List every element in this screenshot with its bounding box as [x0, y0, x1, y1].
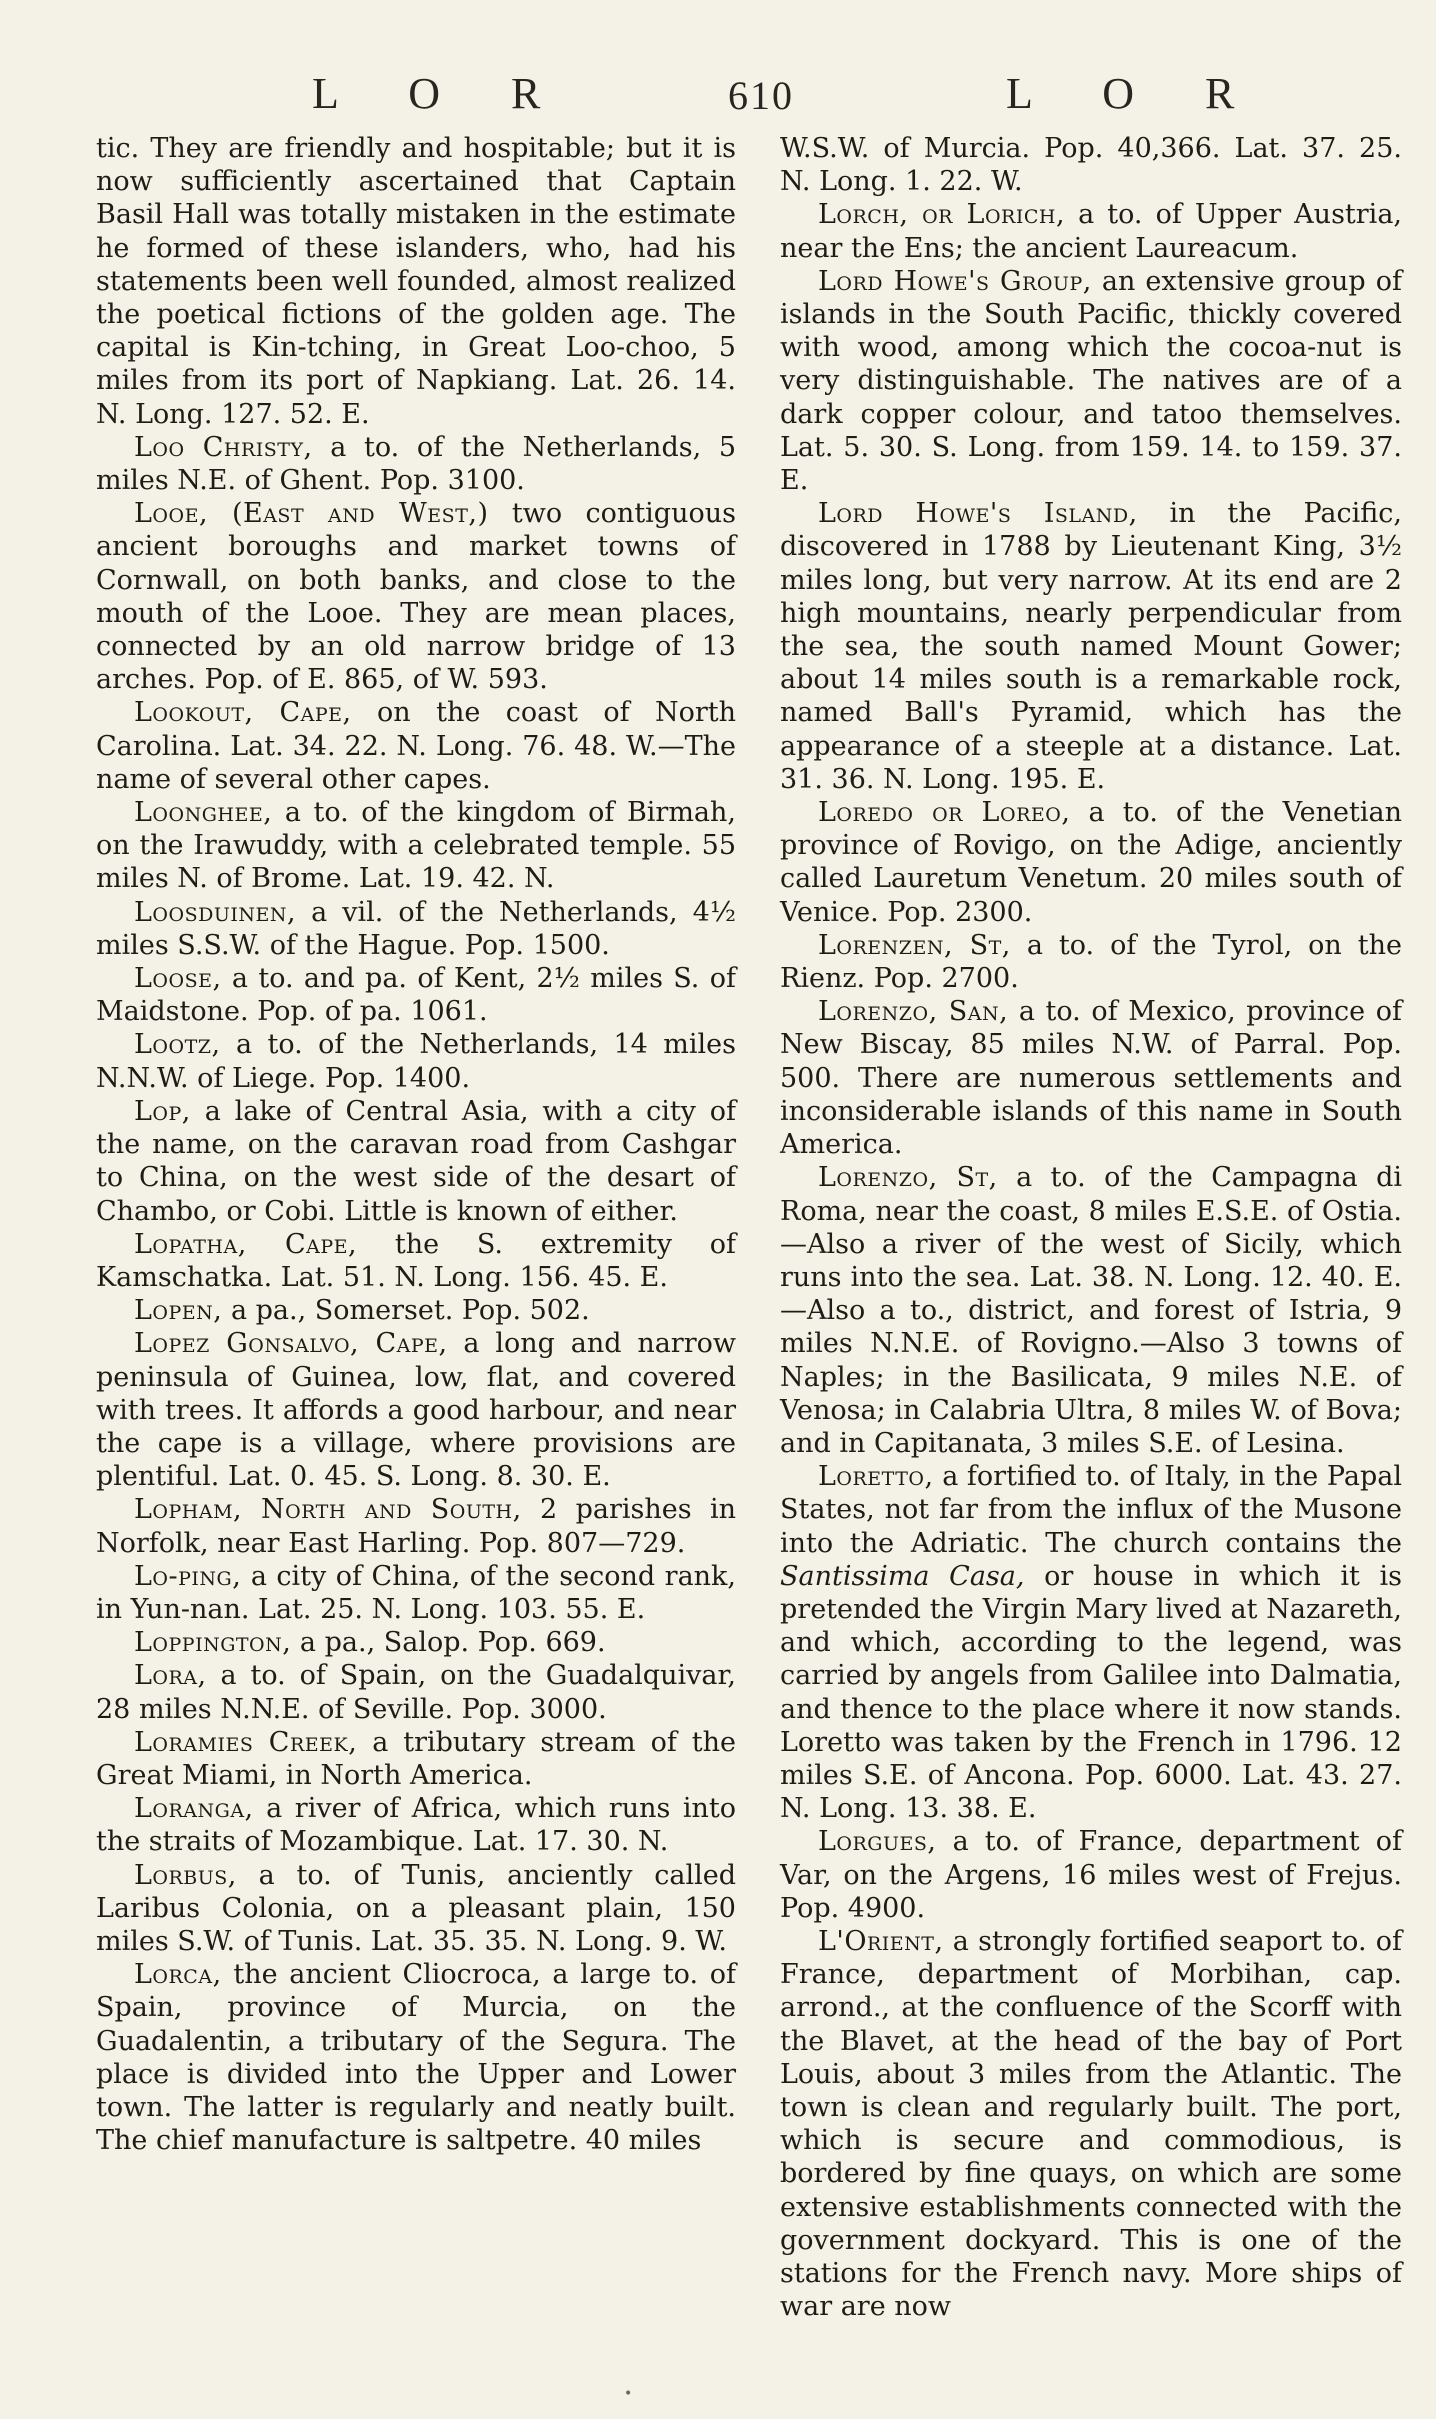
entry-text: a to. and pa. of Kent, 2½ miles S. of Maidstone. Pop. of pa. 1061. — [96, 963, 736, 1028]
gazetteer-entry — [780, 995, 1402, 1161]
gazetteer-entry — [780, 796, 1402, 929]
entry-text: 2 parishes in Norfolk, near East Harling. Pop. 807—729. — [96, 1494, 736, 1559]
entry-headword: Looe, (East and West,) — [134, 498, 489, 530]
entry-headword: Lorenzen, St, — [818, 929, 1011, 961]
gazetteer-entry — [780, 198, 1402, 264]
entry-headword: Lootz, — [134, 1029, 221, 1061]
entry-headword: Lorch, or Lorich, — [818, 199, 1066, 231]
gazetteer-entry — [96, 1626, 736, 1659]
entry-text: the S. extremity of Kamschatka. Lat. 51. N. Long. 156. 45. E. — [96, 1228, 736, 1293]
gazetteer-entry — [96, 1294, 736, 1327]
entry-headword: Lora, — [134, 1660, 207, 1692]
entry-headword: Lorenzo, San, — [818, 996, 1009, 1028]
entry-text: a to. of Mexico, province of New Biscay, 85 miles N.W. of Parral. Pop. 500. There are numerous settlements and inconsiderable islands of this name in South America. — [780, 996, 1402, 1161]
right-column — [780, 132, 1402, 2323]
entry-headword: Loretto, — [818, 1461, 934, 1493]
entry-headword: Lookout, Cape, — [134, 697, 352, 729]
entry-text: a long and narrow peninsula of Guinea, low, flat, and covered with trees. It affords a good harbour, and near the cape is a village, where provisions are plentiful. Lat. 0. 45. S. Long. 8. 30. E. — [96, 1328, 736, 1493]
gazetteer-entry — [96, 132, 736, 431]
entry-headword: Lorenzo, St, — [818, 1162, 998, 1194]
left-column — [96, 132, 736, 2157]
gazetteer-entry — [96, 696, 736, 796]
entry-text: a to. of the Netherlands, 14 miles N.N.W. of Liege. Pop. 1400. — [96, 1029, 736, 1094]
entry-text-continued: or house in which it is pretended the Virgin Mary lived at Nazareth, and which, according to the legend, was carried by angels from Galilee into Dalmatia, and thence to the place where it now stands. Loretto was taken by the French in 1796. 12 miles S.E. of Ancona. Pop. 6000. Lat. 43. 27. N. Long. 13. 38. E. — [780, 1560, 1402, 1825]
entry-headword: Loonghee, — [134, 797, 273, 829]
entry-headword: Loosduinen, — [134, 896, 297, 928]
entry-headword: Lorgues, — [818, 1826, 937, 1858]
entry-text: on the coast of North Carolina. Lat. 34. 22. N. Long. 76. 48. W.—The name of several other capes. — [96, 697, 736, 795]
gazetteer-entry — [780, 1825, 1402, 1925]
gazetteer-entry — [96, 1792, 736, 1858]
entry-text: a to. of France, department of Var, on the Argens, 16 miles west of Frejus. Pop. 4900. — [780, 1826, 1402, 1924]
entry-headword: Loose, — [134, 963, 222, 995]
entry-text: a tributary stream of the Great Miami, in North America. — [96, 1726, 736, 1791]
entry-text: a to. of the Tyrol, on the Rienz. Pop. 2700. — [780, 929, 1403, 995]
entry-text: tic. They are friendly and hospitable; but it is now sufficiently ascertained that Captain Basil Hall was totally mistaken in the estimate he formed of these islanders, who, had his statements been well founded, almost realized the poetical fictions of the golden age. The capital is Kin-tching, in Great Loo-choo, 5 miles from its port of Napkiang. Lat. 26. 14. N. Long. 127. 52. E. — [96, 133, 736, 430]
entry-text: a to. of the Campagna di Roma, near the coast, 8 miles E.S.E. of Ostia.—Also a river of the west of Sicily, which runs into the sea. Lat. 38. N. Long. 12. 40. E.—Also a to., district, and forest of Istria, 9 miles N.N.E. of Rovigno.—Also 3 towns of Naples; in the Basilicata, 9 miles N.E. of Venosa; in Calabria Ultra, 8 miles W. of Bova; and in Capitanata, 3 miles S.E. of Lesina. — [780, 1162, 1402, 1459]
gazetteer-entry — [780, 265, 1402, 497]
gazetteer-entry — [96, 796, 736, 896]
gazetteer-entry — [780, 1161, 1402, 1460]
gazetteer-entry — [780, 929, 1402, 995]
entry-text: a strongly fortified seaport to. of France, department of Morbihan, cap. arrond., at the confluence of the Scorff with the Blavet, at the head of the bay of Port Louis, about 3 miles from the Atlantic. The town is clean and regularly built. The port, which is secure and commodious, is bordered by fine quays, on which are some extensive establishments connected with the government dockyard. This is one of the stations for the French navy. More ships of war are now — [780, 1925, 1402, 2323]
running-header — [0, 68, 1436, 128]
gazetteer-entry — [96, 1859, 736, 1959]
header-right: L O R — [1006, 69, 1265, 118]
gazetteer-entry — [96, 1958, 736, 2157]
entry-headword: Lorca, — [134, 1959, 222, 1991]
entry-headword: Loramies Creek, — [134, 1726, 358, 1758]
gazetteer-entry — [96, 1095, 736, 1228]
entry-text: a to. of Upper Austria, near the Ens; the ancient Laureacum. — [780, 199, 1402, 264]
entry-text: a city of China, of the second rank, in Yun-nan. Lat. 25. N. Long. 103. 55. E. — [96, 1560, 736, 1625]
header-left: L O R — [312, 69, 571, 118]
entry-text: a pa., Somerset. Pop. 502. — [222, 1295, 590, 1327]
gazetteer-entry — [96, 497, 736, 696]
entry-headword: L'Orient, — [818, 1925, 944, 1957]
entry-headword: Lord Howe's Group, — [818, 265, 1092, 297]
entry-text: a to. of the Venetian province of Rovigo, on the Adige, anciently called Lauretum Venetum. 20 miles south of Venice. Pop. 2300. — [780, 797, 1402, 928]
entry-text: a to. of the Netherlands, 5 miles N.E. of Ghent. Pop. 3100. — [96, 431, 736, 497]
footer-mark: • — [624, 2386, 633, 2402]
entry-text: a vil. of the Netherlands, 4½ miles S.S.W. of the Hague. Pop. 1500. — [96, 896, 736, 961]
gazetteer-entry — [96, 1659, 736, 1725]
entry-headword: Lopham, North and South, — [134, 1494, 522, 1526]
gazetteer-entry — [780, 1925, 1402, 2323]
gazetteer-entry — [96, 962, 736, 1028]
entry-headword: Loo Christy, — [134, 431, 313, 463]
gazetteer-entry — [96, 1493, 736, 1559]
entry-headword: Loppington, — [134, 1627, 292, 1659]
entry-text: two contiguous ancient boroughs and market towns of Cornwall, on both banks, and close to the mouth of the Looe. They are mean places, connected by an old narrow bridge of 13 arches. Pop. of E. 865, of W. 593. — [96, 498, 736, 696]
entry-text: a to. of Spain, on the Guadalquivar, 28 miles N.N.E. of Seville. Pop. 3000. — [96, 1660, 736, 1725]
gazetteer-entry — [96, 1726, 736, 1792]
entry-text: a fortified to. of Italy, in the Papal States, not far from the influx of the Musone into the Adriatic. The church contains the — [780, 1461, 1402, 1559]
gazetteer-entry — [96, 896, 736, 962]
gazetteer-entry — [96, 1028, 736, 1094]
entry-headword: Lop, — [134, 1095, 191, 1127]
gazetteer-entry — [780, 497, 1402, 796]
page-number: 610 — [728, 73, 794, 118]
entry-headword: Loredo or Loreo, — [818, 797, 1071, 829]
entry-headword: Lopen, — [134, 1295, 223, 1327]
entry-headword: Lord Howe's Island, — [818, 498, 1138, 530]
gazetteer-entry — [96, 1327, 736, 1493]
gazetteer-entry — [780, 132, 1402, 198]
entry-headword: Lopatha, Cape, — [134, 1228, 358, 1260]
entry-text: a river of Africa, which runs into the straits of Mozambique. Lat. 17. 30. N. — [96, 1793, 736, 1858]
entry-italic-text: Santissima Casa, — [780, 1560, 1025, 1592]
entry-text: the ancient Cliocroca, a large to. of Spain, province of Murcia, on the Guadalentin, a tributary of the Segura. The place is divided into the Upper and Lower town. The latter is regularly and neatly built. The chief manufacture is saltpetre. 40 miles — [96, 1959, 736, 2157]
gazetteer-entry — [96, 1228, 736, 1294]
entry-text: a to. of Tunis, anciently called Laribus Colonia, on a pleasant plain, 150 miles S.W. of Tunis. Lat. 35. 35. N. Long. 9. W. — [96, 1859, 736, 1957]
entry-headword: Lorbus, — [134, 1859, 237, 1891]
entry-text: in the Pacific, discovered in 1788 by Lieutenant King, 3½ miles long, but very narrow. At its end are 2 high mountains, nearly perpendicular from the sea, the south named Mount Gower; about 14 miles south is a remarkable rock, named Ball's Pyramid, which has the appearance of a steeple at a distance. Lat. 31. 36. N. Long. 195. E. — [780, 498, 1402, 795]
entry-text: W.S.W. of Murcia. Pop. 40,366. Lat. 37. 25. N. Long. 1. 22. W. — [780, 133, 1402, 198]
entry-text: an extensive group of islands in the South Pacific, thickly covered with wood, among which the cocoa-nut is very distinguishable. The natives are of a dark copper colour, and tatoo themselves. Lat. 5. 30. S. Long. from 159. 14. to 159. 37. E. — [780, 265, 1402, 497]
entry-headword: Lo-ping, — [134, 1560, 242, 1592]
entry-text: a to. of the kingdom of Birmah, on the Irawuddy, with a celebrated temple. 55 miles N. of Brome. Lat. 19. 42. N. — [96, 797, 736, 895]
gazetteer-entry — [96, 1560, 736, 1626]
gazetteer-entry — [96, 431, 736, 497]
entry-text: a pa., Salop. Pop. 669. — [291, 1627, 606, 1659]
entry-headword: Lopez Gonsalvo, Cape, — [134, 1328, 448, 1360]
entry-text: a lake of Central Asia, with a city of the name, on the caravan road from Cashgar to China, on the west side of the desart of Chambo, or Cobi. Little is known of either. — [96, 1095, 736, 1227]
gazetteer-entry — [780, 1460, 1402, 1825]
entry-headword: Loranga, — [134, 1793, 254, 1825]
